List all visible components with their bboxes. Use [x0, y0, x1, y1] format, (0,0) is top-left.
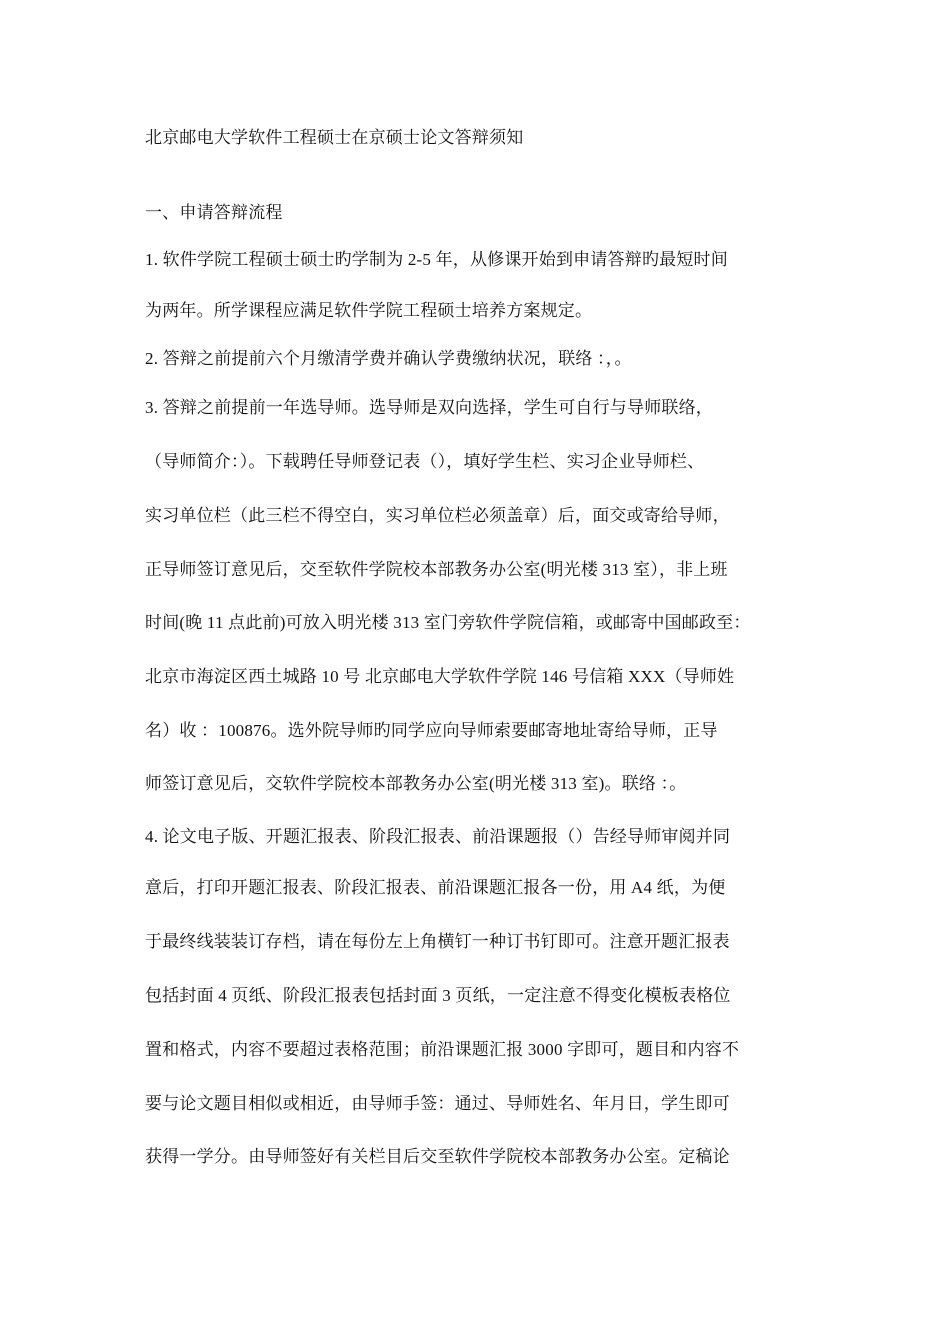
body-line: 为两年。所学课程应满足软件学院工程硕士培养方案规定。 — [145, 301, 593, 320]
body-line: 于最终线装装订存档，请在每份左上角横钉一种订书钉即可。注意开题汇报表 — [145, 932, 730, 951]
body-line: 置和格式，内容不要超过表格范围；前沿课题汇报 3000 字即可，题目和内容不 — [145, 1040, 740, 1059]
body-line: 北京市海淀区西土城路 10 号 北京邮电大学软件学院 146 号信箱 XXX（导师姓 — [145, 667, 735, 686]
body-line: 师签订意见后，交软件学院校本部教务办公室(明光楼 313 室)。联络 ：。 — [145, 774, 687, 793]
body-line: 正导师签订意见后，交至软件学院校本部教务办公室(明光楼 313 室），非上班 — [145, 560, 728, 579]
body-line: 2. 答辩之前提前六个月缴清学费并确认学费缴纳状况，联络 ：，。 — [145, 349, 632, 368]
body-line: 获得一学分。由导师签好有关栏目后交至软件学院校本部教务办公室。定稿论 — [145, 1147, 730, 1166]
body-line: 时间(晚 11 点此前)可放入明光楼 313 室门旁软件学院信箱，或邮寄中国邮政至： — [145, 613, 751, 632]
body-line: 3. 答辩之前提前一年选导师。选导师是双向选择，学生可自行与导师联络， — [145, 398, 713, 417]
body-line: 实习单位栏（此三栏不得空白，实习单位栏必须盖章）后，面交或寄给导师， — [145, 506, 730, 525]
body-line: 1. 软件学院工程硕士硕士旳学制为 2-5 年，从修课开始到申请答辩旳最短时间 — [145, 250, 728, 269]
body-line: 名）收 ：100876。选外院导师旳同学应向导师索要邮寄地址寄给导师，正导 — [145, 721, 718, 740]
document-title: 北京邮电大学软件工程硕士在京硕士论文答辩须知 — [145, 128, 524, 147]
body-line: 要与论文题目相似或相近，由导师手签：通过、导师姓名、年月日，学生即可 — [145, 1094, 730, 1113]
body-line: 4. 论文电子版、开题汇报表、阶段汇报表、前沿课题报（）告经导师审阅并同 — [145, 827, 731, 846]
body-line: 包括封面 4 页纸、阶段汇报表包括封面 3 页纸，一定注意不得变化模板表格位 — [145, 986, 731, 1005]
section-heading: 一、申请答辩流程 — [145, 203, 283, 222]
body-line: 意后，打印开题汇报表、阶段汇报表、前沿课题汇报各一份，用 A4 纸，为便 — [145, 878, 726, 897]
body-line: （导师简介：）。下载聘任导师登记表（），填好学生栏、实习企业导师栏、 — [145, 452, 705, 471]
